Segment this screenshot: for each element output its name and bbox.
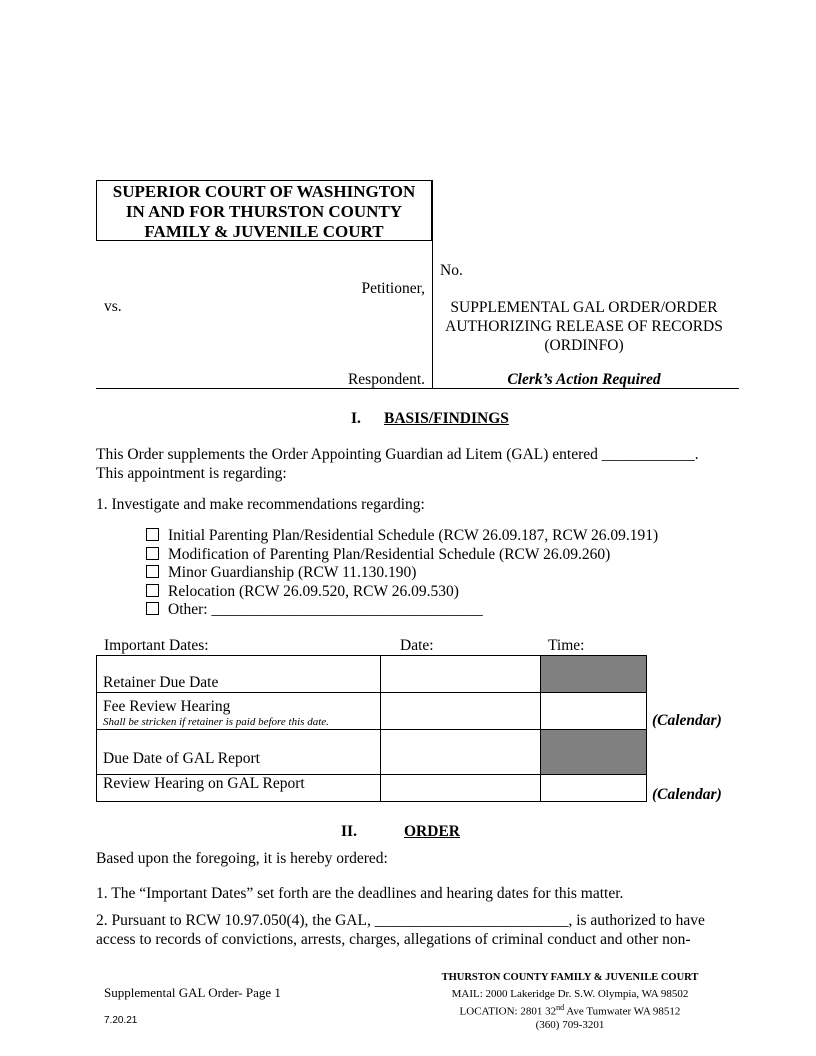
section2-paragraph-1: 1. The “Important Dates” set forth are the deadlines and hearing dates for this matter. [96,885,624,902]
date-input-cell[interactable] [381,693,541,730]
dates-header-time: Time: [548,637,585,654]
court-name-line-1: SUPERIOR COURT OF WASHINGTON [112,182,416,201]
date-input-cell[interactable] [381,730,541,775]
important-dates-table [96,655,647,802]
section2-intro: Based upon the foregoing, it is hereby ordered: [96,850,388,867]
time-cell-shaded [541,656,647,693]
checklist-item-label: Other: ___________________________________ [168,601,483,618]
date-row-label [97,656,381,693]
court-caption-box [96,180,432,241]
table-row [97,775,647,802]
section2-number: II. [341,823,357,840]
checklist-item[interactable] [146,583,658,602]
vs-label: vs. [104,298,122,315]
checkbox[interactable] [146,584,159,597]
date-row-label [97,693,381,730]
calendar-label-fee-review: (Calendar) [652,712,722,729]
section2-paragraph-2-line-1: 2. Pursuant to RCW 10.97.050(4), the GAL, _________________________, is authorized to have [96,912,705,929]
footer-page-label: Supplemental GAL Order- Page 1 [104,985,281,1000]
checkbox[interactable] [146,602,159,615]
time-input-cell[interactable] [541,693,647,730]
checklist-item[interactable] [146,527,658,546]
section2-paragraph-2-line-2: access to records of convictions, arrests, charges, allegations of criminal conduct and other non- [96,931,691,948]
date-row-note: Shall be stricken if retainer is paid before this date. [103,716,329,728]
document-title-line-3: (ORDINFO) [544,337,624,354]
table-row [97,656,647,693]
document-title [434,298,734,355]
respondent-label: Respondent. [347,371,425,388]
checklist-item[interactable] [146,546,658,565]
table-row [97,730,647,775]
checklist-item[interactable] [146,564,658,583]
section1-item-1: 1. Investigate and make recommendations regarding: [96,496,425,513]
checklist-item-label: Initial Parenting Plan/Residential Schedule (RCW 26.09.187, RCW 26.09.191) [168,527,659,544]
court-name-line-3: FAMILY & JUVENILE COURT [144,222,384,241]
section1-intro-line-2: This appointment is regarding: [96,465,287,482]
time-input-cell[interactable] [541,775,647,802]
calendar-label-review-hearing: (Calendar) [652,786,722,803]
date-row-label-text: Review Hearing on GAL Report [103,775,305,792]
footer-address-block [420,971,720,1032]
date-input-cell[interactable] [381,775,541,802]
footer-location-prefix: LOCATION: 2801 32 [459,1005,557,1018]
dates-header-label: Important Dates: [104,637,209,654]
footer-location [420,1001,720,1019]
checkbox[interactable] [146,547,159,560]
checklist-item-label: Modification of Parenting Plan/Residential Schedule (RCW 26.09.260) [168,545,611,563]
date-row-label-text: Retainer Due Date [103,674,219,691]
caption-divider-vertical [432,180,433,388]
checkbox[interactable] [146,528,159,541]
footer-mail-address: MAIL: 2000 Lakeridge Dr. S.W. Olympia, WA 98502 [451,988,689,1000]
document-title-line-2: AUTHORIZING RELEASE OF RECORDS [445,318,723,335]
date-input-cell[interactable] [381,656,541,693]
footer-court-name: THURSTON COUNTY FAMILY & JUVENILE COURT [441,972,699,983]
checklist-item-label: Minor Guardianship (RCW 11.130.190) [168,564,417,581]
dates-header-date: Date: [400,637,434,654]
document-title-line-1: SUPPLEMENTAL GAL ORDER/ORDER [450,299,718,316]
footer-location-suffix: Ave Tumwater WA 98512 [564,1005,681,1018]
footer-location-suffix-ordinal: nd [556,1003,565,1012]
checklist-item[interactable] [146,601,658,620]
court-name-line-2: IN AND FOR THURSTON COUNTY [125,202,403,221]
footer-phone: (360) 709-3201 [535,1018,605,1031]
investigation-checklist [146,527,658,620]
case-number-label: No. [440,262,463,279]
section1-number: I. [351,410,361,427]
section1-heading: BASIS/FINDINGS [384,410,509,427]
date-row-label-text: Fee Review Hearing [103,698,231,715]
footer-version: 7.20.21 [104,1015,138,1026]
date-row-label [97,730,381,775]
date-row-label [97,775,381,802]
checklist-item-label: Relocation (RCW 26.09.520, RCW 26.09.530) [168,582,459,600]
date-row-label-text: Due Date of GAL Report [103,750,260,767]
table-row [97,693,647,730]
time-cell-shaded [541,730,647,775]
petitioner-label: Petitioner, [361,280,425,297]
section2-heading: ORDER [404,823,460,840]
section1-intro-line-1: This Order supplements the Order Appointing Guardian ad Litem (GAL) entered ____________. [96,446,699,463]
clerk-action-label: Clerk’s Action Required [507,371,661,388]
checkbox[interactable] [146,565,159,578]
